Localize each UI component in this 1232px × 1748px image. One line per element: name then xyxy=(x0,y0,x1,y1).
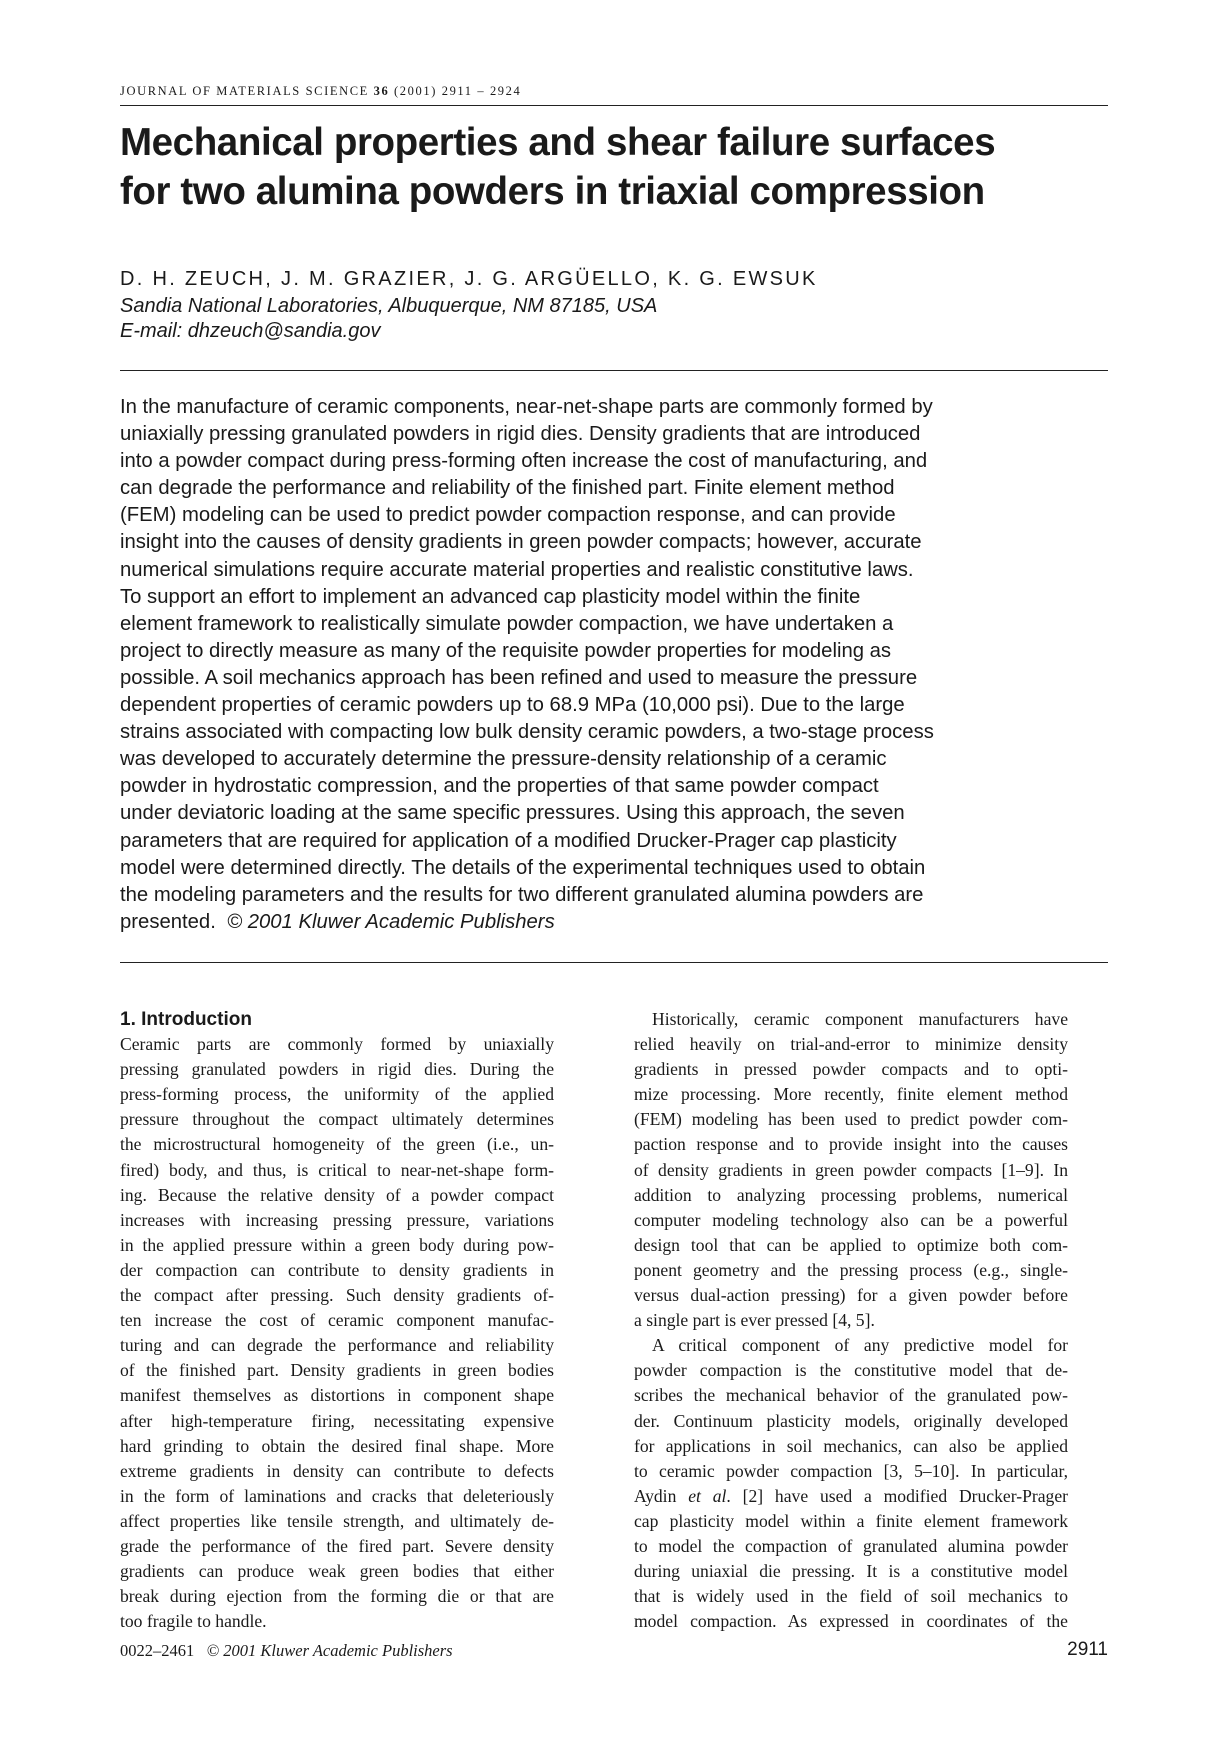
journal-pages: 2911 – 2924 xyxy=(441,84,522,98)
body-line: scribes the mechanical behavior of the granulated pow- xyxy=(634,1385,1068,1406)
body-line: the compact after pressing. Such density gradients of- xyxy=(120,1285,554,1306)
abstract-line: element framework to realistically simulate powder compaction, we have undertaken a xyxy=(120,612,894,635)
body-line: ponent geometry and the pressing process (e.g., single- xyxy=(634,1259,1068,1280)
body-line: in the form of laminations and cracks that deleteriously xyxy=(120,1485,554,1506)
body-line: in the applied pressure within a green body during pow- xyxy=(120,1234,554,1255)
abstract xyxy=(120,394,1108,936)
body-line: too fragile to handle. xyxy=(120,1611,267,1632)
abstract-line: parameters that are required for application of a modified Drucker-Prager cap plasticity xyxy=(120,829,897,852)
body-line: fired) body, and thus, is critical to near-net-shape form- xyxy=(120,1159,554,1180)
divider-bottom xyxy=(120,962,1108,963)
abstract-line: under deviatoric loading at the same specific pressures. Using this approach, the seven xyxy=(120,802,905,825)
contact-email: E-mail: dhzeuch@sandia.gov xyxy=(120,320,381,342)
body-line: for applications in soil mechanics, can also be applied xyxy=(634,1435,1068,1456)
abstract-line: model were determined directly. The details of the experimental techniques used to obtain xyxy=(120,856,926,879)
title-line: for two alumina powders in triaxial compression xyxy=(120,170,985,213)
abstract-line: strains associated with compacting low bulk density ceramic powders, a two-stage process xyxy=(120,721,934,744)
body-line: hard grinding to obtain the desired final shape. More xyxy=(120,1435,554,1456)
journal-name: JOURNAL OF MATERIALS SCIENCE xyxy=(120,84,369,98)
body-line: pressing granulated powders in rigid dies. During the xyxy=(120,1059,554,1080)
abstract-line: powder in hydrostatic compression, and the properties of that same powder compact xyxy=(120,775,879,798)
running-head xyxy=(120,84,1108,106)
abstract-line: can degrade the performance and reliability of the finished part. Finite element method xyxy=(120,477,895,500)
body-line: A critical component of any predictive model for xyxy=(652,1335,1068,1356)
body-line: of the finished part. Density gradients in green bodies xyxy=(120,1360,554,1381)
footer-imprint xyxy=(120,1641,453,1661)
body-line: Historically, ceramic component manufacturers have xyxy=(652,1009,1068,1029)
page-number: 2911 xyxy=(1067,1639,1108,1660)
body-line: the microstructural homogeneity of the green (i.e., un- xyxy=(120,1134,554,1155)
journal-volume: 36 xyxy=(373,84,390,98)
citation-author: Aydin xyxy=(634,1485,689,1506)
abstract-end-text: presented. xyxy=(120,910,216,933)
affiliation: Sandia National Laboratories, Albuquerque, NM 87185, USA xyxy=(120,295,658,317)
body-line: during uniaxial die pressing. It is a constitutive model xyxy=(634,1561,1068,1582)
body-line: Ceramic parts are commonly formed by uniaxially xyxy=(120,1034,554,1055)
journal-year: (2001) xyxy=(394,84,437,98)
body-line: turing and can degrade the performance and reliability xyxy=(120,1335,554,1356)
body-line: gradients in pressed powder compacts and to opti- xyxy=(634,1059,1068,1080)
abstract-line: the modeling parameters and the results for two different granulated alumina powders are xyxy=(120,883,924,906)
abstract-line: project to directly measure as many of the requisite powder properties for modeling as xyxy=(120,639,892,662)
body-line: manifest themselves as distortions in component shape xyxy=(120,1385,554,1406)
body-line: after high-temperature firing, necessitating expensive xyxy=(120,1410,554,1431)
abstract-line: possible. A soil mechanics approach has been refined and used to measure the pressure xyxy=(120,666,918,689)
divider-top xyxy=(120,370,1108,371)
citation-etal: et al xyxy=(688,1485,727,1506)
body-line: increases with increasing pressing pressure, variations xyxy=(120,1209,554,1230)
title-line: Mechanical properties and shear failure surfaces xyxy=(120,121,996,164)
body-line: of density gradients in green powder compacts [1–9]. In xyxy=(634,1159,1068,1180)
abstract-copyright: © 2001 Kluwer Academic Publishers xyxy=(227,910,555,933)
body-line: (FEM) modeling has been used to predict powder com- xyxy=(634,1109,1068,1130)
footer-copyright: © 2001 Kluwer Academic Publishers xyxy=(206,1641,453,1660)
abstract-line: (FEM) modeling can be used to predict powder compaction response, and can provide xyxy=(120,504,896,527)
body-line: design tool that can be applied to optimize both com- xyxy=(634,1234,1068,1255)
body-line: relied heavily on trial-and-error to minimize density xyxy=(634,1034,1068,1055)
body-line: to model the compaction of granulated alumina powder xyxy=(634,1535,1068,1556)
paper-title xyxy=(120,118,1110,216)
issn: 0022–2461 xyxy=(120,1641,195,1660)
body-line: der. Continuum plasticity models, originally developed xyxy=(634,1410,1068,1431)
abstract-line: into a powder compact during press-forming often increase the cost of manufacturing, and xyxy=(120,450,928,473)
right-column xyxy=(634,1007,1068,1634)
body-line: a single part is ever pressed [4, 5]. xyxy=(634,1310,875,1331)
section-heading: 1. Introduction xyxy=(120,1009,252,1030)
body-line: press-forming process, the uniformity of the applied xyxy=(120,1084,554,1105)
body-line: break during ejection from the forming die or that are xyxy=(120,1586,554,1607)
abstract-line: numerical simulations require accurate material properties and realistic constitutive laws. xyxy=(120,558,914,581)
body-line: ing. Because the relative density of a powder compact xyxy=(120,1184,554,1205)
body-line: paction response and to provide insight into the causes xyxy=(634,1134,1068,1155)
body-line: pressure throughout the compact ultimately determines xyxy=(120,1109,554,1130)
body-line: affect properties like tensile strength, and ultimately de- xyxy=(120,1510,554,1531)
body-line: der compaction can contribute to density gradients in xyxy=(120,1259,554,1280)
body-line: cap plasticity model within a finite element framework xyxy=(634,1510,1068,1531)
body-line: that is widely used in the field of soil mechanics to xyxy=(634,1586,1068,1607)
body-line: computer modeling technology also can be a powerful xyxy=(634,1209,1068,1230)
abstract-line: To support an effort to implement an advanced cap plasticity model within the finite xyxy=(120,585,861,608)
abstract-line: In the manufacture of ceramic components, near-net-shape parts are commonly formed by xyxy=(120,396,933,418)
body-line: model compaction. As expressed in coordinates of the xyxy=(634,1611,1068,1632)
abstract-line: was developed to accurately determine the pressure-density relationship of a ceramic xyxy=(120,748,887,771)
abstract-line: insight into the causes of density gradients in green powder compacts; however, accurate xyxy=(120,531,922,554)
body-line: grade the performance of the fired part. Severe density xyxy=(120,1535,554,1556)
body-line: extreme gradients in density can contribute to defects xyxy=(120,1460,554,1481)
citation-rest: . [2] have used a modified Drucker-Prager xyxy=(726,1485,1069,1506)
body-line: to ceramic powder compaction [3, 5–10]. In particular, xyxy=(634,1460,1068,1481)
left-column xyxy=(120,1007,554,1634)
body-line-citation xyxy=(634,1484,1068,1509)
body-line: ten increase the cost of ceramic component manufac- xyxy=(120,1310,554,1331)
author-list: D. H. ZEUCH, J. M. GRAZIER, J. G. ARGÜELLO, K. G. EWSUK xyxy=(120,268,818,290)
body-line: powder compaction is the constitutive model that de- xyxy=(634,1360,1068,1381)
body-line: addition to analyzing processing problems, numerical xyxy=(634,1184,1068,1205)
body-line: versus dual-action pressing) for a given powder before xyxy=(634,1285,1068,1306)
abstract-line: uniaxially pressing granulated powders in rigid dies. Density gradients that are introduced xyxy=(120,423,921,446)
abstract-line: dependent properties of ceramic powders up to 68.9 MPa (10,000 psi). Due to the large xyxy=(120,694,905,717)
body-line: gradients can produce weak green bodies that either xyxy=(120,1561,554,1582)
body-line: mize processing. More recently, finite element method xyxy=(634,1084,1068,1105)
abstract-line-last xyxy=(120,909,1108,936)
